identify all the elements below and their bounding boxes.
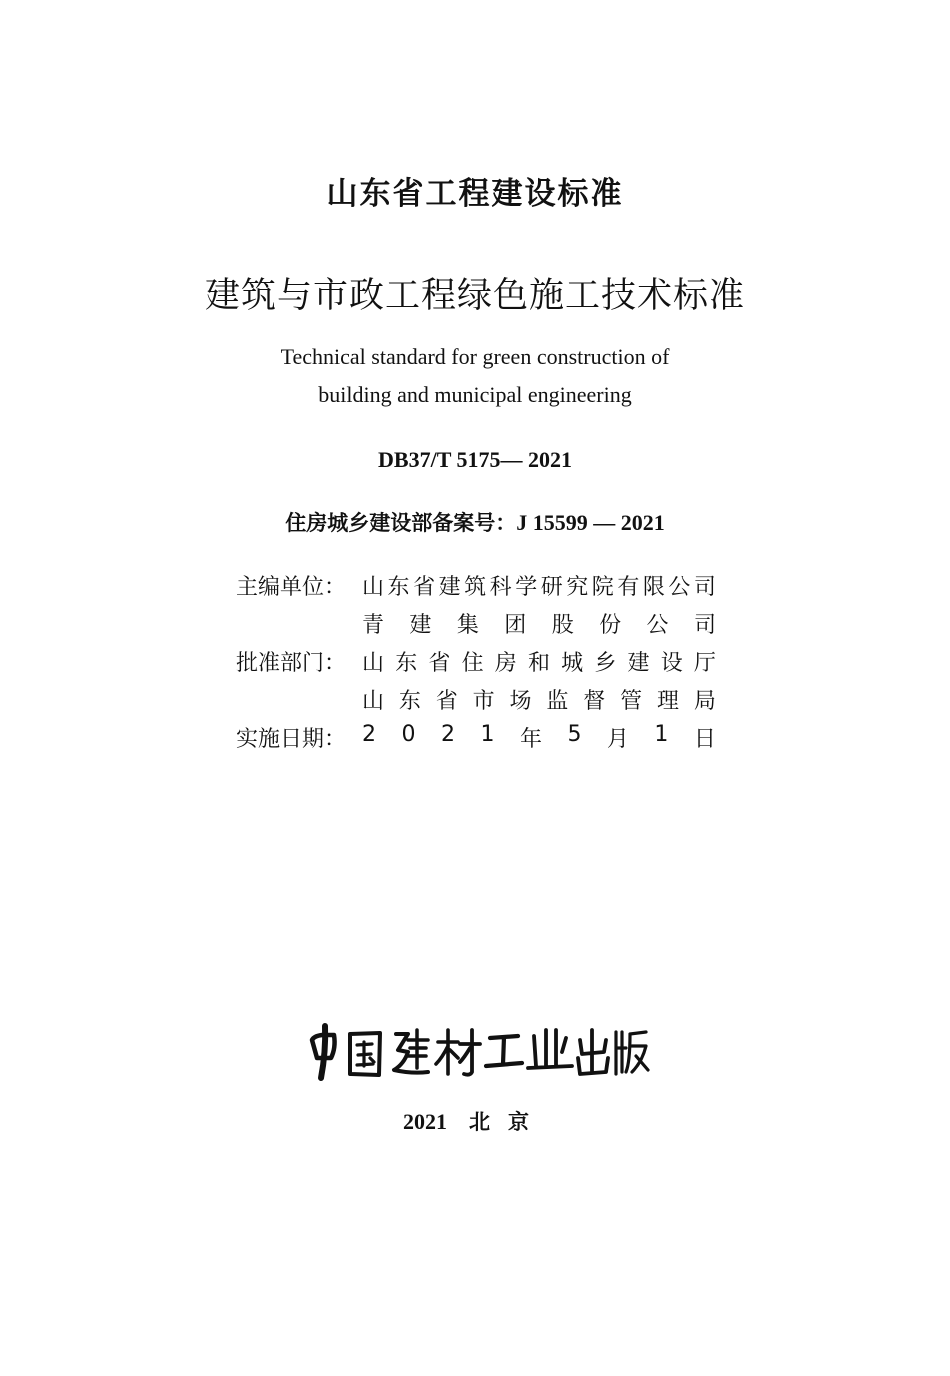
standard-title-english-line-2: building and municipal engineering <box>318 382 632 407</box>
info-char: 院 <box>591 574 614 600</box>
publication-place-line <box>0 1106 950 1136</box>
editor-row <box>236 566 716 604</box>
editor-row-2 <box>236 604 716 642</box>
info-char: 设 <box>660 650 683 676</box>
record-number-line <box>0 507 950 537</box>
info-char: 东 <box>398 688 421 714</box>
approver-label: 批准部门： <box>236 650 347 676</box>
info-char: 1 <box>654 721 669 747</box>
info-char: 月 <box>606 726 629 752</box>
publisher-name <box>0 1022 950 1023</box>
standard-title-chinese: 建筑与市政工程绿色施工技术标准 <box>204 276 745 316</box>
publication-year: 2021 <box>403 1109 447 1134</box>
info-char: 乡 <box>594 650 617 676</box>
info-char: 份 <box>599 612 622 638</box>
info-char: 建 <box>409 612 432 638</box>
info-char: 公 <box>646 612 669 638</box>
info-char: 科 <box>489 574 512 600</box>
info-char: 0 <box>401 721 416 747</box>
info-char: 场 <box>509 688 532 714</box>
info-char: 局 <box>693 688 716 714</box>
info-char: 团 <box>504 612 527 638</box>
info-char: 1 <box>480 721 495 747</box>
info-char: 省 <box>435 688 458 714</box>
approver-row <box>236 642 716 680</box>
record-number: J 15599 — 2021 <box>516 510 665 535</box>
date-row <box>236 718 716 756</box>
publication-city: 北京 <box>469 1110 547 1134</box>
info-char: 建 <box>627 650 650 676</box>
info-char: 理 <box>657 688 680 714</box>
info-char: 2 <box>440 721 455 747</box>
standard-number: DB37/T 5175— 2021 <box>378 447 572 472</box>
info-char: 司 <box>693 574 716 600</box>
standard-series-heading: 山东省工程建设标准 <box>326 176 624 212</box>
info-char: 东 <box>395 650 418 676</box>
info-char: 省 <box>413 574 436 600</box>
info-char: 公 <box>668 574 691 600</box>
info-char: 和 <box>527 650 550 676</box>
info-char: 有 <box>617 574 640 600</box>
editor-label: 主编单位： <box>236 574 347 600</box>
info-char: 集 <box>456 612 479 638</box>
info-char: 管 <box>620 688 643 714</box>
info-char: 房 <box>494 650 517 676</box>
editor-unit-2 <box>362 608 716 639</box>
info-char: 筑 <box>464 574 487 600</box>
info-char: 青 <box>362 612 385 638</box>
approver-dept-2 <box>362 684 716 715</box>
info-char: 城 <box>561 650 584 676</box>
info-char: 研 <box>540 574 563 600</box>
info-char: 山 <box>362 650 385 676</box>
info-char: 股 <box>551 612 574 638</box>
info-char: 5 <box>567 721 582 747</box>
info-char: 建 <box>438 574 461 600</box>
implementation-date <box>362 722 716 753</box>
record-number-label: 住房城乡建设部备案号： <box>285 511 517 535</box>
info-char: 2 <box>362 721 376 747</box>
info-char: 司 <box>693 612 716 638</box>
info-char: 限 <box>642 574 665 600</box>
info-char: 市 <box>472 688 495 714</box>
info-char: 住 <box>461 650 484 676</box>
info-char: 年 <box>519 726 542 752</box>
info-char: 督 <box>583 688 606 714</box>
info-char: 究 <box>566 574 589 600</box>
info-char: 厅 <box>693 650 716 676</box>
date-label: 实施日期： <box>236 726 347 752</box>
info-char: 省 <box>428 650 451 676</box>
publisher-calligraphy-logo <box>300 1022 650 1082</box>
info-char: 山 <box>362 688 385 714</box>
editor-unit-1 <box>362 570 716 601</box>
standard-title-english-line-1: Technical standard for green construction of <box>280 344 670 369</box>
publisher-logo <box>0 1022 950 1086</box>
info-char: 日 <box>693 726 716 752</box>
issuing-info-block <box>236 566 716 756</box>
info-char: 监 <box>546 688 569 714</box>
info-char: 山 <box>362 574 385 600</box>
approver-dept-1 <box>362 646 716 677</box>
approver-row-2 <box>236 680 716 718</box>
info-char: 学 <box>515 574 538 600</box>
info-char: 东 <box>387 574 410 600</box>
